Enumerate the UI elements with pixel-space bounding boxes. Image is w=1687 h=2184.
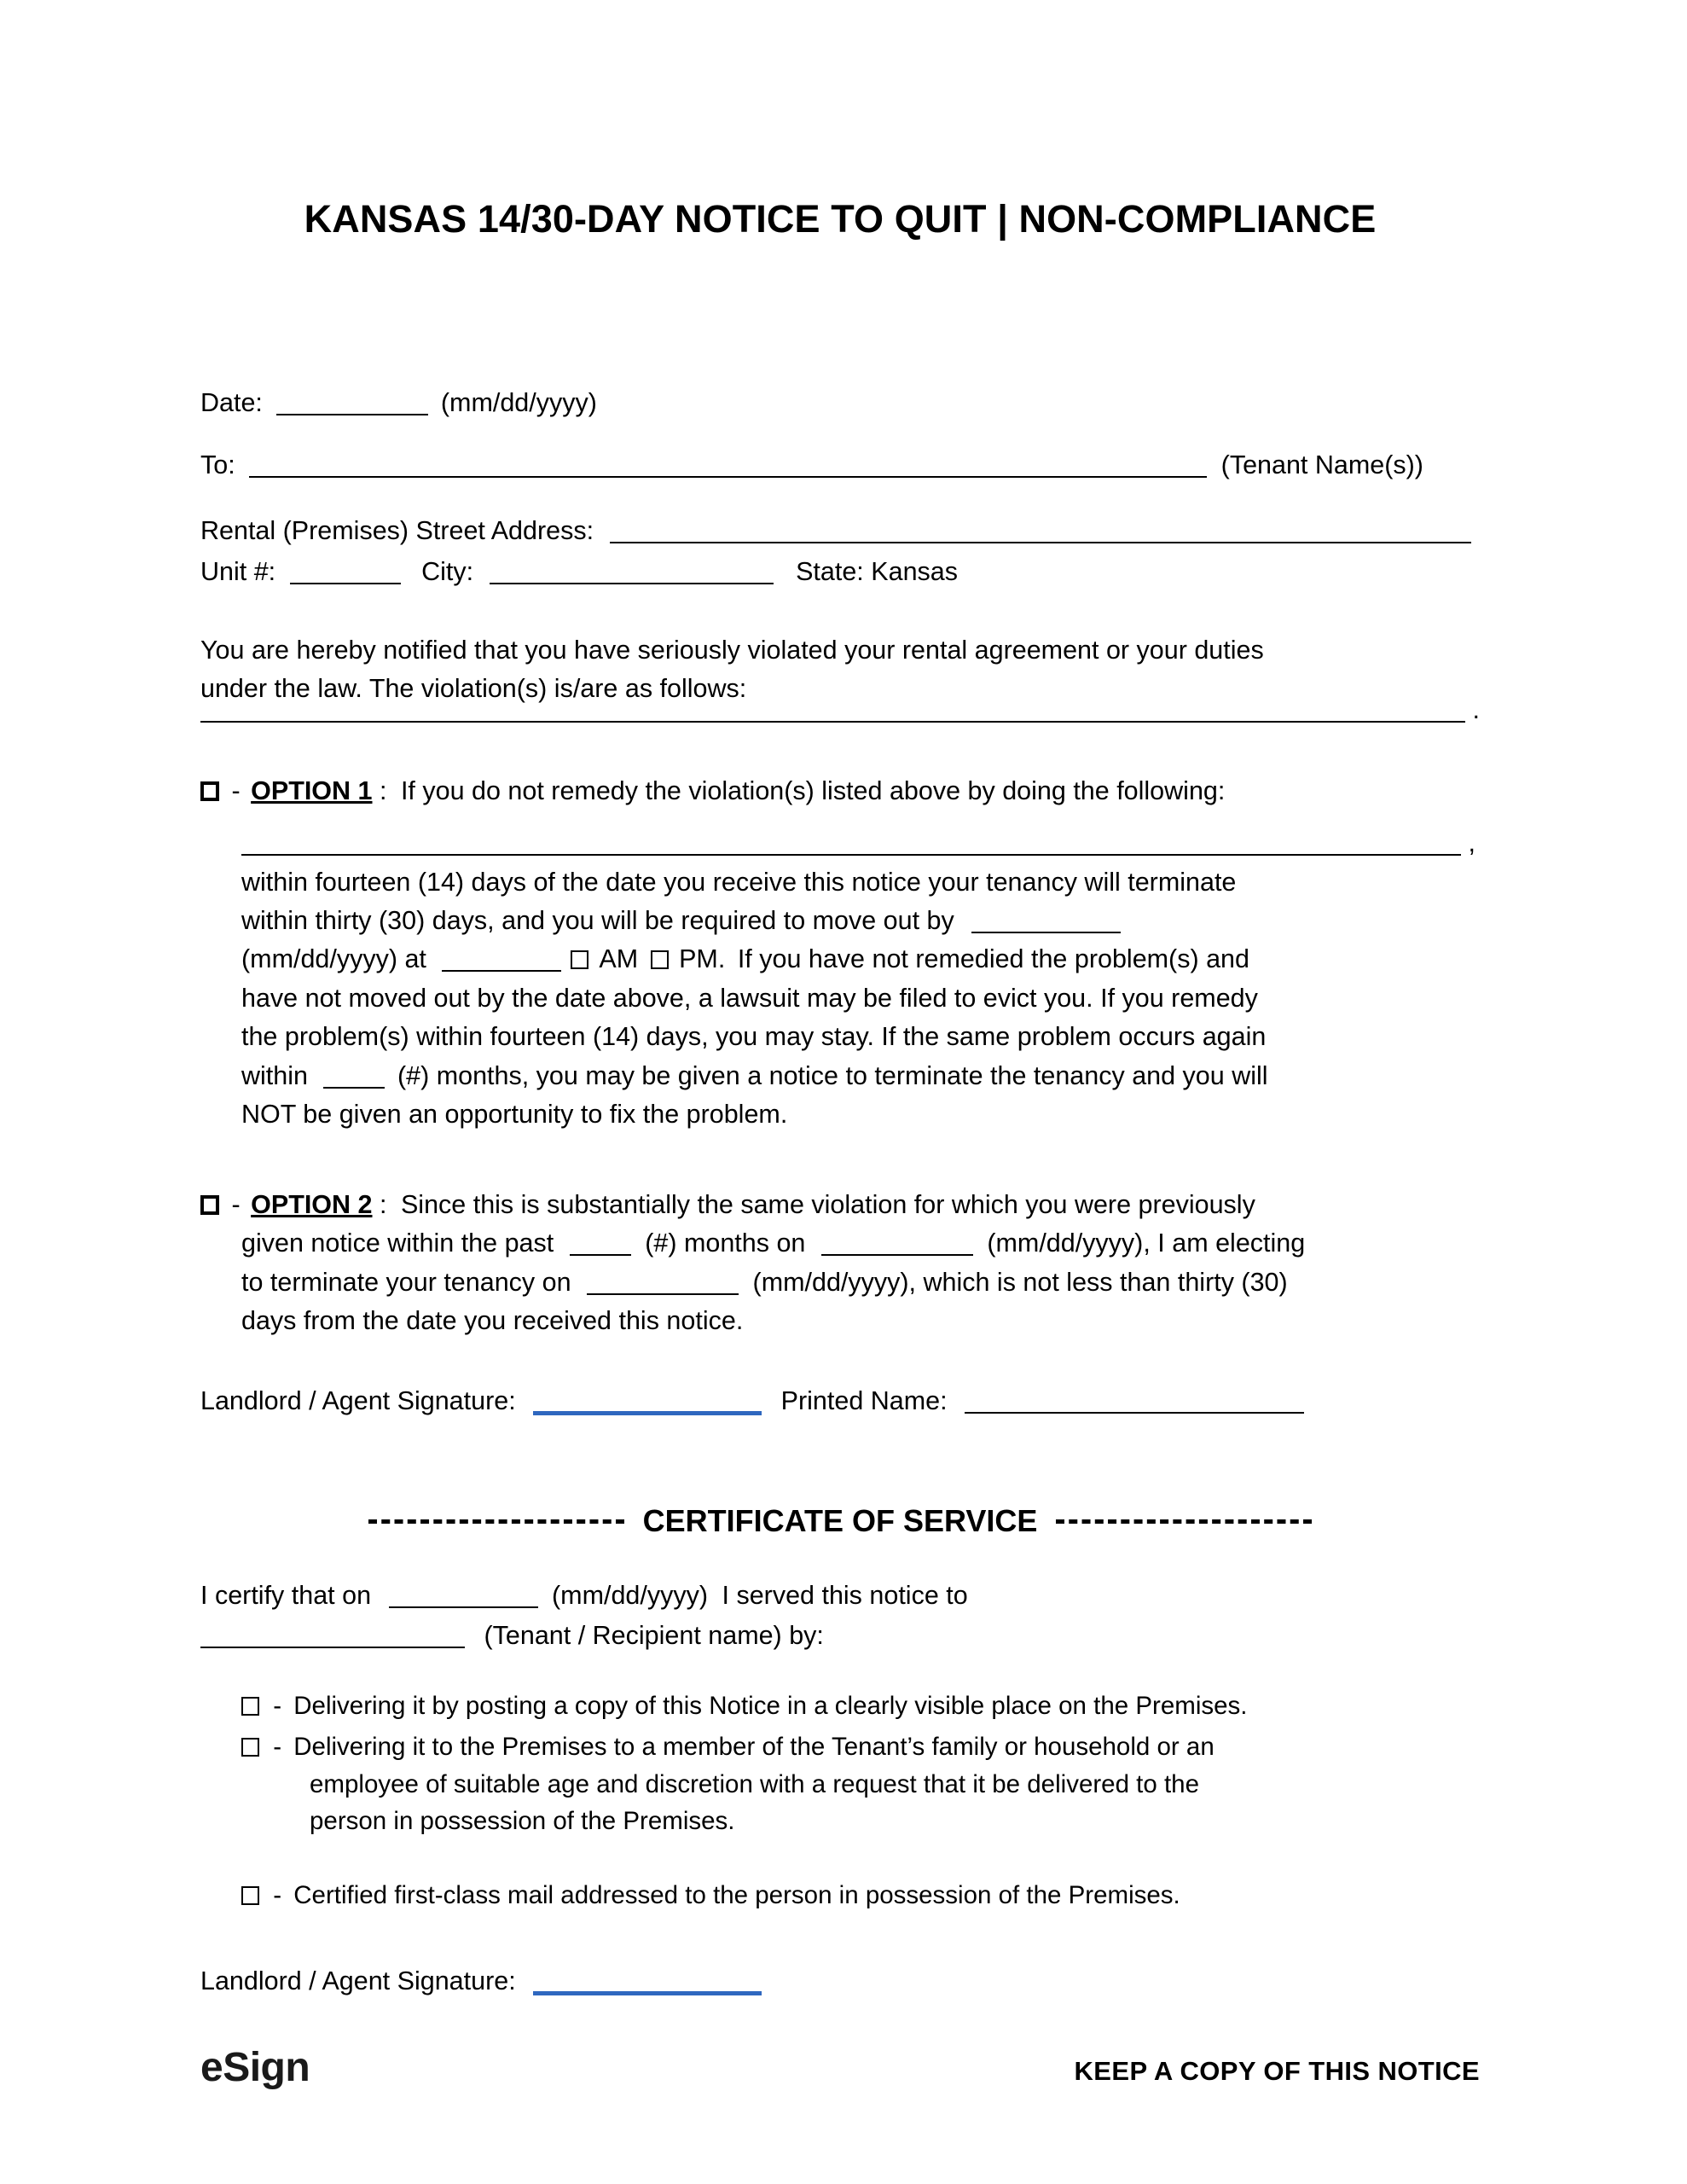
certificate-signature-input[interactable]: [533, 1990, 762, 1995]
unit-input[interactable]: [290, 582, 401, 584]
date-format-hint: (mm/dd/yyyy): [440, 388, 597, 417]
service-method-1-text: Delivering it by posting a copy of this Notice in a clearly visible place on the Premises.: [293, 1692, 1248, 1720]
option-1-body: [241, 824, 1480, 1135]
to-label: To:: [200, 450, 235, 479]
option-1-block: [200, 772, 1480, 1135]
option-1-months-input[interactable]: [323, 1086, 385, 1089]
printed-name-input[interactable]: [965, 1411, 1304, 1414]
notice-line-1: You are hereby notified that you have seriously violated your rental agreement or your duties: [200, 636, 1264, 665]
service-method-3-line: [241, 1877, 1452, 1914]
option-2-text-2a: given notice within the past: [241, 1228, 554, 1258]
option-1-remedy-comma: ,: [1468, 828, 1475, 858]
option-2-text-2b: (#) months on: [645, 1228, 806, 1258]
service-method-2: [241, 1728, 1452, 1840]
date-row: [200, 384, 597, 422]
esign-logo: eSign: [200, 2045, 310, 2090]
unit-label: Unit #:: [200, 557, 276, 586]
option-2-terminate-date-input[interactable]: [587, 1292, 739, 1295]
option-1-text-6b: (#) months, you may be given a notice to terminate the tenancy and you will: [397, 1060, 1268, 1090]
date-input[interactable]: [276, 413, 428, 415]
option-1-am-checkbox[interactable]: [571, 950, 588, 969]
signature-row: [200, 1382, 1304, 1420]
option-1-colon: :: [379, 776, 387, 805]
certify-recipient-row: [200, 1617, 824, 1655]
option-2-colon: :: [379, 1190, 387, 1219]
certificate-signature-row: [200, 1962, 762, 2001]
option-1-text-7: NOT be given an opportunity to fix the problem.: [241, 1100, 788, 1130]
option-1-text-1: within fourteen (14) days of the date you receive this notice your tenancy will terminate: [241, 867, 1237, 897]
option-2-text-2c: (mm/dd/yyyy), I am electing: [987, 1228, 1306, 1258]
service-method-2-text-3: person in possession of the Premises.: [310, 1807, 735, 1836]
service-method-3-checkbox[interactable]: [241, 1886, 259, 1905]
option-2-text-4: days from the date you received this notice.: [241, 1306, 744, 1335]
option-1-am-label: AM: [599, 944, 639, 974]
address-input[interactable]: [610, 541, 1471, 543]
option-1-months-row: [241, 1057, 1480, 1095]
service-method-1-dash: -: [273, 1692, 282, 1720]
service-method-2-text-1: Delivering it to the Premises to a member of the Tenant’s family or household or an: [293, 1733, 1215, 1761]
certify-recipient-hint: (Tenant / Recipient name) by:: [484, 1621, 824, 1650]
option-2-notice-row: [241, 1224, 1480, 1263]
option-2-text-1: Since this is substantially the same violation for which you were previously: [400, 1190, 1255, 1219]
to-row: [200, 446, 1423, 485]
option-2-terminate-row: [241, 1263, 1480, 1302]
certify-date-format: (mm/dd/yyyy): [552, 1581, 709, 1610]
option-1-remedy-input[interactable]: [241, 853, 1461, 856]
option-1-text-6a: within: [241, 1060, 308, 1090]
address-label: Rental (Premises) Street Address:: [200, 516, 594, 545]
notice-line-2: under the law. The violation(s) is/are as follows:: [200, 674, 747, 704]
service-method-2-text-2: employee of suitable age and discretion with a request that it be delivered to the: [310, 1769, 1199, 1798]
city-label: City:: [421, 557, 474, 586]
state-label: State: Kansas: [796, 557, 958, 586]
option-1-moveout-date-input[interactable]: [971, 931, 1121, 933]
certify-mid-text: I served this notice to: [722, 1581, 968, 1610]
certify-date-input[interactable]: [389, 1606, 538, 1608]
certificate-signature-label: Landlord / Agent Signature:: [200, 1966, 516, 1995]
divider-left: [368, 1519, 624, 1524]
option-2-text-3b: (mm/dd/yyyy), which is not less than thirty (30): [752, 1267, 1288, 1297]
divider-right: [1056, 1519, 1312, 1524]
printed-name-label: Printed Name:: [780, 1386, 948, 1415]
tenant-name-input[interactable]: [249, 475, 1207, 478]
violation-description-row: [200, 691, 1480, 729]
landlord-signature-input[interactable]: [533, 1410, 762, 1415]
service-method-2-checkbox[interactable]: [241, 1738, 259, 1757]
certify-date-row: [200, 1577, 968, 1615]
service-method-1-checkbox[interactable]: [241, 1697, 259, 1716]
service-method-2-line-1: [241, 1728, 1452, 1766]
option-1-checkbox[interactable]: [200, 781, 219, 801]
unit-city-state-row: [200, 553, 958, 591]
option-1-remedy-row: [241, 824, 1480, 863]
violation-description-input[interactable]: [200, 720, 1465, 723]
option-1-pm-checkbox[interactable]: [651, 950, 669, 969]
option-1-intro: If you do not remedy the violation(s) listed above by doing the following:: [400, 776, 1226, 805]
option-1-text-3a: (mm/dd/yyyy) at: [241, 944, 426, 974]
landlord-signature-label: Landlord / Agent Signature:: [200, 1386, 516, 1415]
option-2-months-input[interactable]: [570, 1253, 631, 1256]
option-2-text-3a: to terminate your tenancy on: [241, 1267, 571, 1297]
service-method-2-dash: -: [273, 1733, 282, 1761]
keep-copy-note: KEEP A COPY OF THIS NOTICE: [1074, 2056, 1480, 2086]
service-method-1-line: [241, 1687, 1452, 1725]
option-1-time-input[interactable]: [442, 969, 561, 972]
service-method-3: [241, 1877, 1452, 1914]
option-1-text-5: the problem(s) within fourteen (14) days, you may stay. If the same problem occurs again: [241, 1022, 1267, 1052]
address-row: [200, 512, 1471, 550]
option-1-moveout-row: [241, 902, 1480, 940]
certificate-heading: CERTIFICATE OF SERVICE: [642, 1503, 1038, 1538]
option-2-block: [200, 1186, 1480, 1340]
option-2-checkbox[interactable]: [200, 1195, 219, 1215]
option-1-time-row: [241, 940, 1480, 979]
violation-trailing-period: .: [1472, 695, 1480, 724]
service-method-1: [241, 1687, 1452, 1725]
page-title: KANSAS 14/30-DAY NOTICE TO QUIT | NON-COMPLIANCE: [304, 197, 1377, 241]
service-method-3-dash: -: [273, 1881, 282, 1909]
option-1-text-3b: If you have not remedied the problem(s) and: [737, 944, 1249, 974]
tenant-name-hint: (Tenant Name(s)): [1220, 450, 1423, 479]
option-1-pm-label: PM.: [679, 944, 726, 974]
date-label: Date:: [200, 388, 263, 417]
option-1-dash: -: [231, 776, 241, 805]
option-1-text-2a: within thirty (30) days, and you will be required to move out by: [241, 906, 954, 935]
option-2-notice-date-input[interactable]: [821, 1253, 973, 1256]
certify-prefix: I certify that on: [200, 1581, 372, 1610]
option-2-heading: [200, 1186, 1480, 1224]
option-2-dash: -: [231, 1190, 241, 1219]
service-method-3-text: Certified first-class mail addressed to the person in possession of the Premises.: [293, 1881, 1180, 1909]
certify-recipient-input[interactable]: [200, 1646, 465, 1648]
option-2-label: OPTION 2: [251, 1190, 373, 1219]
option-2-body: [241, 1224, 1480, 1340]
option-1-text-4: have not moved out by the date above, a lawsuit may be filed to evict you. If you remedy: [241, 983, 1258, 1013]
city-input[interactable]: [490, 582, 774, 584]
option-1-label: OPTION 1: [251, 776, 373, 805]
option-1-heading: [200, 772, 1480, 810]
certificate-of-service-header: [200, 1503, 1480, 1539]
